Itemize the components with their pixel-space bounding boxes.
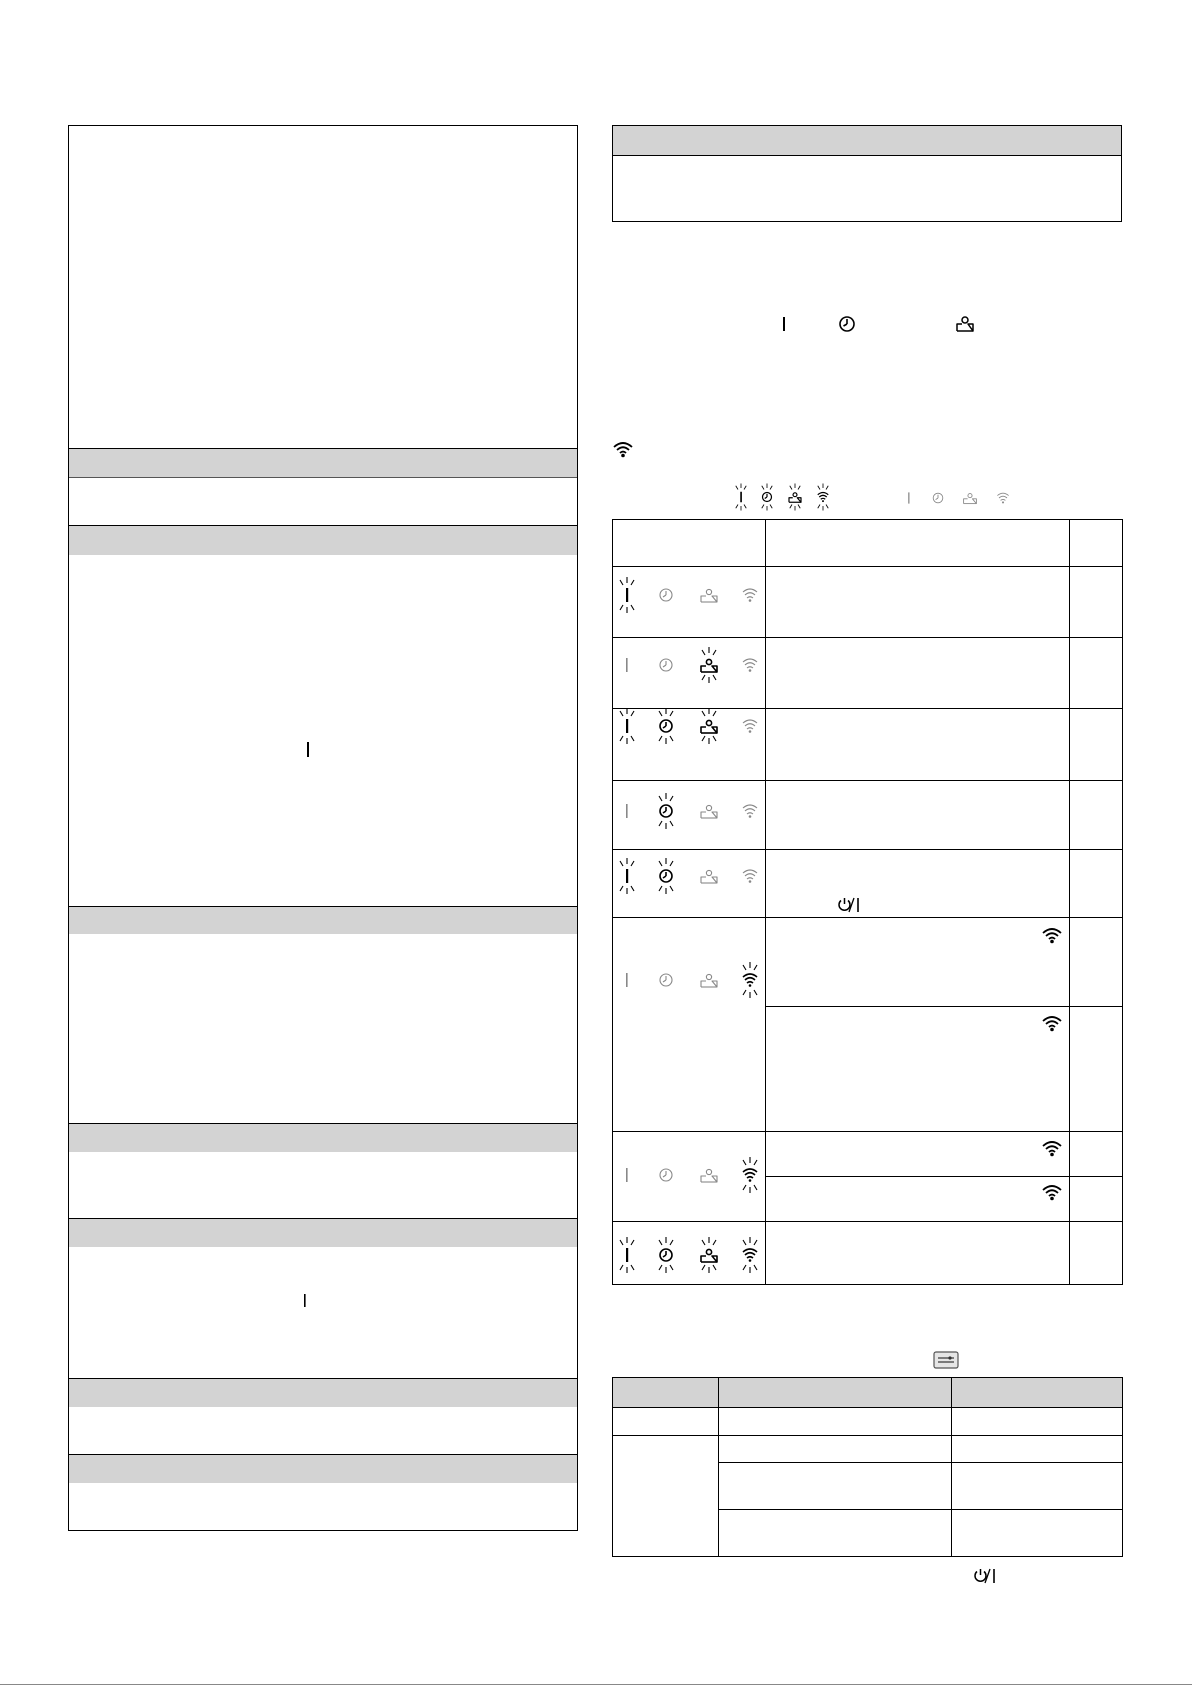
blinking-power-bar-icon bbox=[607, 575, 647, 615]
left-box-bottom-border bbox=[68, 1530, 578, 1531]
wifi-icon bbox=[612, 440, 634, 458]
blinking-power-bar-icon bbox=[607, 1235, 647, 1275]
unlit-cleaning-icon bbox=[689, 791, 729, 831]
unlit-cleaning-icon bbox=[689, 575, 729, 615]
unlit-power-bar-icon bbox=[607, 960, 647, 1000]
unlit-wifi-icon bbox=[730, 645, 770, 685]
unlit-power-bar-icon bbox=[607, 1155, 647, 1195]
unlit-timer-icon bbox=[646, 575, 686, 615]
wifi-icon bbox=[1041, 1014, 1063, 1032]
left-box-right-border bbox=[577, 125, 578, 1531]
unlit-wifi-icon bbox=[730, 575, 770, 615]
blinking-timer-icon bbox=[752, 482, 782, 512]
section-6-header bbox=[69, 1378, 577, 1407]
timer-icon bbox=[838, 315, 856, 333]
section-4-header bbox=[69, 1123, 577, 1152]
power-bar-icon bbox=[781, 316, 787, 332]
blinking-cleaning-icon bbox=[689, 1235, 729, 1275]
wifi-icon bbox=[1041, 926, 1063, 944]
unlit-timer-icon bbox=[646, 645, 686, 685]
power-bar-icon bbox=[305, 741, 311, 759]
wifi-icon bbox=[1041, 1183, 1063, 1201]
unlit-cleaning-icon bbox=[689, 1155, 729, 1195]
blinking-cleaning-icon bbox=[689, 645, 729, 685]
section-3-header bbox=[69, 906, 577, 934]
left-box-left-border bbox=[68, 125, 69, 1531]
settings-icon bbox=[933, 1351, 959, 1369]
unlit-wifi-icon bbox=[987, 482, 1019, 514]
blinking-timer-icon bbox=[646, 856, 686, 896]
unlit-power-bar-icon bbox=[607, 791, 647, 831]
unlit-timer-icon bbox=[922, 482, 954, 514]
blinking-wifi-icon bbox=[730, 1155, 770, 1195]
power-toggle-icon bbox=[972, 1567, 998, 1585]
unlit-cleaning-icon bbox=[689, 960, 729, 1000]
section-2-header bbox=[69, 525, 577, 555]
blinking-timer-icon bbox=[646, 1235, 686, 1275]
wifi-icon bbox=[1041, 1139, 1063, 1157]
section-5-header bbox=[69, 1218, 577, 1247]
blinking-power-bar-icon bbox=[607, 856, 647, 896]
top-notice-box bbox=[612, 125, 1122, 222]
cleaning-icon bbox=[955, 315, 975, 333]
power-bar-icon bbox=[302, 1293, 308, 1309]
section-1-divider bbox=[69, 477, 577, 478]
blinking-wifi-icon bbox=[808, 482, 838, 512]
unlit-timer-icon bbox=[646, 1155, 686, 1195]
unlit-wifi-icon bbox=[730, 856, 770, 896]
blinking-wifi-icon bbox=[730, 960, 770, 1000]
blinking-cleaning-icon bbox=[689, 706, 729, 746]
unlit-cleaning-icon bbox=[689, 856, 729, 896]
blinking-wifi-icon bbox=[730, 1235, 770, 1275]
settings-table-header bbox=[613, 1378, 1122, 1407]
blinking-timer-icon bbox=[646, 791, 686, 831]
blinking-timer-icon bbox=[646, 706, 686, 746]
unlit-wifi-icon bbox=[730, 791, 770, 831]
unlit-timer-icon bbox=[646, 960, 686, 1000]
unlit-cleaning-icon bbox=[954, 482, 986, 514]
left-box-top-border bbox=[68, 125, 578, 126]
unlit-power-bar-icon bbox=[893, 482, 925, 514]
section-1-header bbox=[69, 448, 577, 478]
unlit-power-bar-icon bbox=[607, 645, 647, 685]
blinking-cleaning-icon bbox=[780, 482, 810, 512]
power-toggle-icon bbox=[836, 896, 862, 914]
section-7-header bbox=[69, 1454, 577, 1483]
top-notice-header bbox=[613, 126, 1121, 156]
unlit-wifi-icon bbox=[730, 706, 770, 746]
blinking-power-bar-icon bbox=[607, 706, 647, 746]
